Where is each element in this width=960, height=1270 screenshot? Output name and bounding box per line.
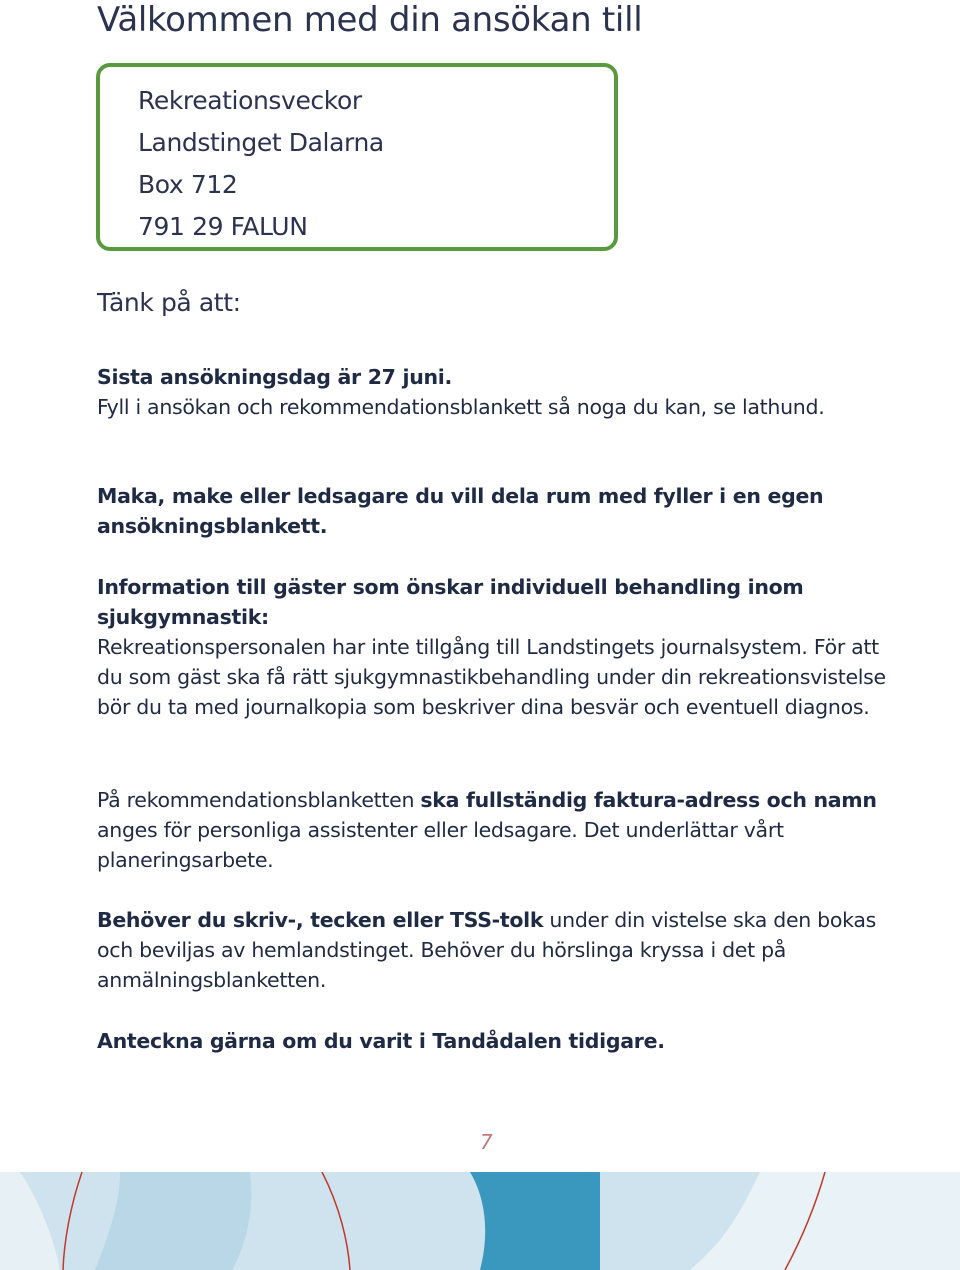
address-box <box>96 63 618 251</box>
invoice-post: anges för personliga assistenter eller ledsagare. Det underlättar vårt planeringsarbete. <box>97 818 784 872</box>
info-text: Rekreationspersonalen har inte tillgång till Landstingets journalsystem. För att du som gäst ska få rätt sjukgymnastikbehandling under din rekreationsvistelse bör du ta med journalkopia som beskriver dina besvär och eventuell diagnos. <box>97 635 886 719</box>
subheading: Tänk på att: <box>97 288 241 317</box>
invoice-bold: ska fullständig faktura-adress och namn <box>420 788 877 812</box>
deadline-text: Fyll i ansökan och rekommendationsblankett så noga du kan, se lathund. <box>97 395 825 419</box>
info-paragraph <box>97 572 897 722</box>
address-line-2: Landstinget Dalarna <box>138 128 384 157</box>
deadline-paragraph <box>97 362 897 422</box>
footer-decoration <box>0 1172 960 1270</box>
interpreter-post: under din vistelse ska den bokas och beviljas av hemlandstinget. Behöver du hörslinga kryssa i det på anmälningsblanketten. <box>97 908 876 992</box>
spouse-paragraph: Maka, make eller ledsagare du vill dela rum med fyller i en egen ansökningsblankett. <box>97 484 824 538</box>
invoice-paragraph <box>97 785 897 875</box>
interpreter-paragraph <box>97 905 897 995</box>
deadline-bold: Sista ansökningsdag är 27 juni. <box>97 365 452 389</box>
address-line-3: Box 712 <box>138 170 238 199</box>
invoice-pre: På rekommendationsblanketten <box>97 788 421 812</box>
address-line-4: 791 29 FALUN <box>138 212 308 241</box>
footer-wave-3 <box>470 1172 600 1270</box>
interpreter-bold: Behöver du skriv-, tecken eller TSS-tolk <box>97 908 544 932</box>
closing-paragraph: Anteckna gärna om du varit i Tandådalen tidigare. <box>97 1029 665 1053</box>
page-title: Välkommen med din ansökan till <box>97 0 643 40</box>
info-bold: Information till gäster som önskar individuell behandling inom sjukgymnastik: <box>97 575 804 629</box>
page-number: 7 <box>480 1130 493 1154</box>
address-line-1: Rekreationsveckor <box>138 86 362 115</box>
